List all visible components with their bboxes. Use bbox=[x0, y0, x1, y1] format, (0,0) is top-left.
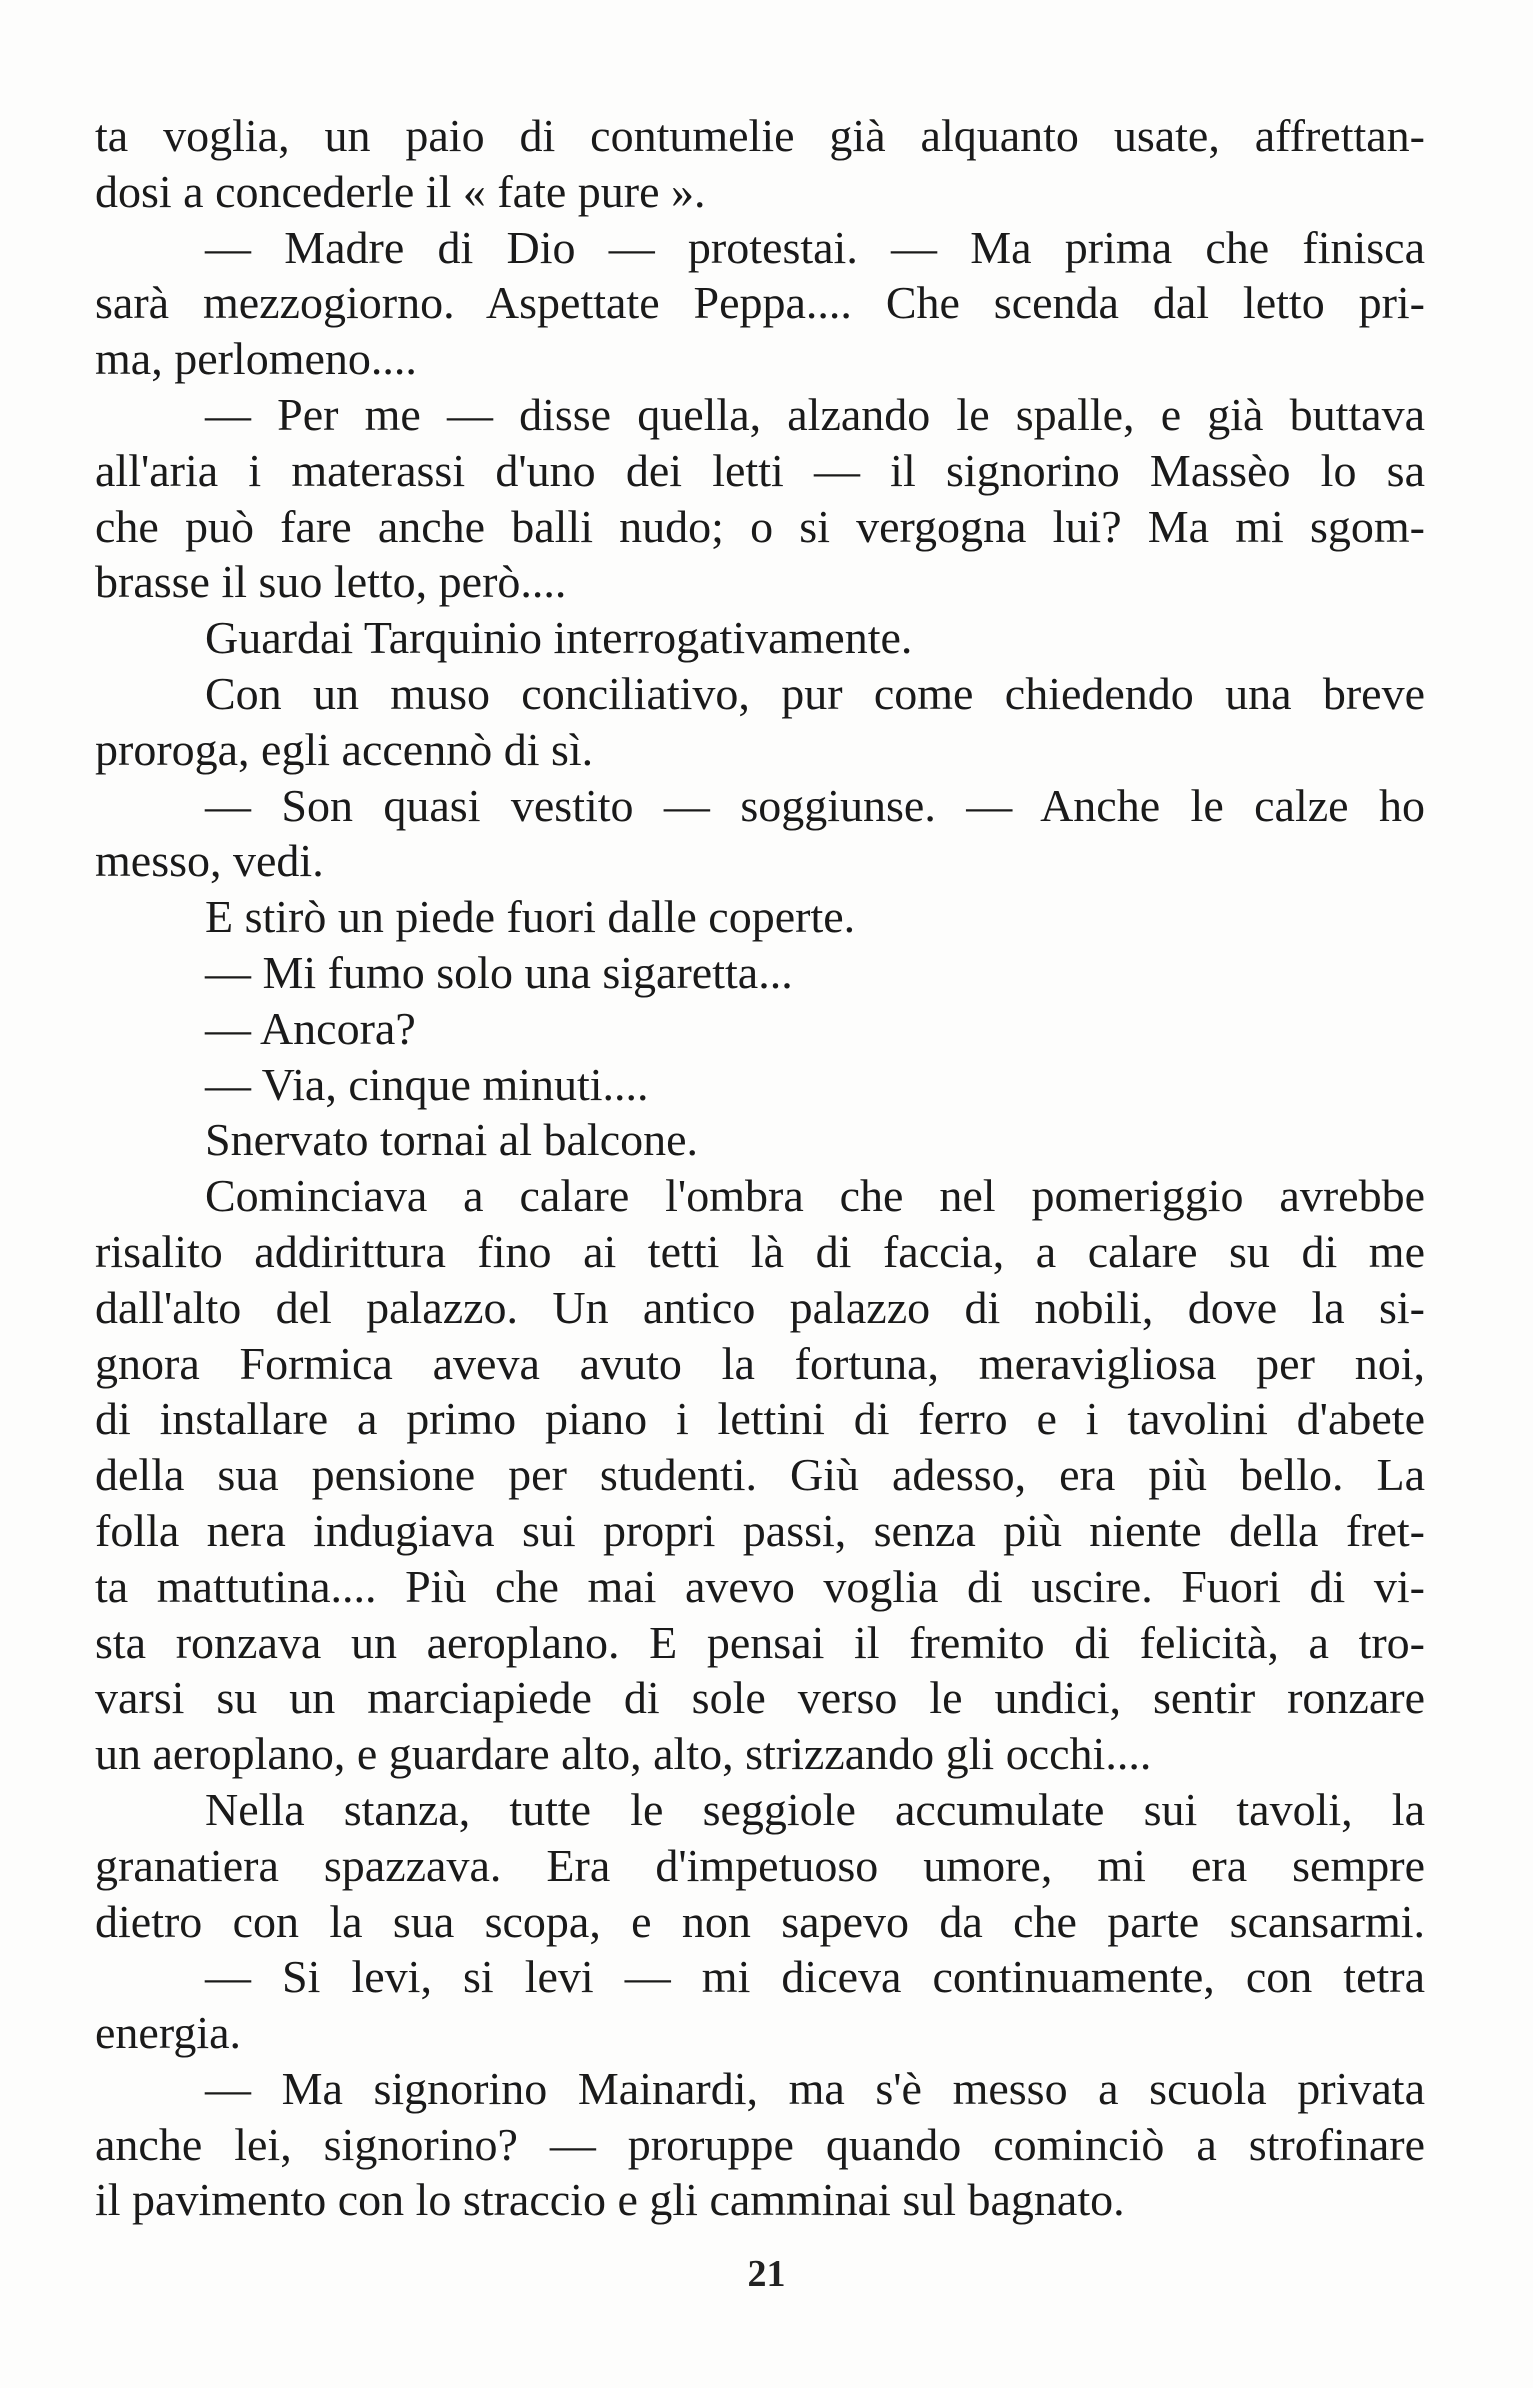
text-line: — Si levi, si levi — mi diceva continuamente, con tetra bbox=[205, 1951, 1425, 2003]
text-line: granatiera spazzava. Era d'impetuoso umore, mi era sempre bbox=[95, 1839, 1425, 1891]
text-line: sarà mezzogiorno. Aspettate Peppa.... Che scenda dal letto pri- bbox=[95, 277, 1425, 329]
text-line: il pavimento con lo straccio e gli camminai sul bagnato. bbox=[95, 2174, 1125, 2226]
text-line: — Ma signorino Mainardi, ma s'è messo a scuola privata bbox=[205, 2062, 1425, 2114]
text-line: — Mi fumo solo una sigaretta... bbox=[205, 946, 793, 998]
text-line: gnora Formica aveva avuto la fortuna, meravigliosa per noi, bbox=[95, 1337, 1425, 1389]
text-line: — Son quasi vestito — soggiunse. — Anche le calze ho bbox=[205, 779, 1425, 831]
text-line: energia. bbox=[95, 2007, 242, 2059]
text-line: — Madre di Dio — protestai. — Ma prima che finisca bbox=[205, 221, 1425, 273]
text-line: anche lei, signorino? — proruppe quando cominciò a strofinare bbox=[95, 2118, 1425, 2170]
text-line: dall'alto del palazzo. Un antico palazzo di nobili, dove la si- bbox=[95, 1281, 1425, 1333]
text-line: Cominciava a calare l'ombra che nel pomeriggio avrebbe bbox=[205, 1170, 1425, 1222]
text-line: all'aria i materassi d'uno dei letti — il signorino Massèo lo sa bbox=[95, 444, 1425, 496]
text-line: ma, perlomeno.... bbox=[95, 333, 417, 385]
text-line: — Ancora? bbox=[205, 1002, 416, 1054]
text-line: messo, vedi. bbox=[95, 835, 324, 887]
text-line: folla nera indugiava sui propri passi, senza più niente della fret- bbox=[95, 1504, 1425, 1556]
text-line: E stirò un piede fuori dalle coperte. bbox=[205, 891, 856, 943]
text-line: ta mattutina.... Più che mai avevo voglia di uscire. Fuori di vi- bbox=[95, 1560, 1425, 1612]
text-line: Nella stanza, tutte le seggiole accumulate sui tavoli, la bbox=[205, 1783, 1425, 1835]
text-line: sta ronzava un aeroplano. E pensai il fremito di felicità, a tro- bbox=[95, 1616, 1425, 1668]
body-text bbox=[95, 108, 1425, 2228]
text-line: dietro con la sua scopa, e non sapevo da che parte scansarmi. bbox=[95, 1895, 1425, 1947]
text-line: ta voglia, un paio di contumelie già alquanto usate, affrettan- bbox=[95, 110, 1425, 161]
text-line: brasse il suo letto, però.... bbox=[95, 556, 567, 608]
text-line: di installare a primo piano i lettini di ferro e i tavolini d'abete bbox=[95, 1393, 1425, 1445]
text-line: Snervato tornai al balcone. bbox=[205, 1114, 699, 1166]
page-number: 21 bbox=[747, 2253, 786, 2295]
text-line: che può fare anche balli nudo; o si vergogna lui? Ma mi sgom- bbox=[95, 500, 1425, 552]
text-line: risalito addirittura fino ai tetti là di faccia, a calare su di me bbox=[95, 1225, 1425, 1277]
text-line: — Per me — disse quella, alzando le spalle, e già buttava bbox=[205, 388, 1425, 440]
text-line: Guardai Tarquinio interrogativamente. bbox=[205, 612, 913, 664]
text-line: un aeroplano, e guardare alto, alto, strizzando gli occhi.... bbox=[95, 1728, 1152, 1780]
text-line: proroga, egli accennò di sì. bbox=[95, 723, 594, 775]
text-line: Con un muso conciliativo, pur come chiedendo una breve bbox=[205, 667, 1425, 719]
text-line: della sua pensione per studenti. Giù adesso, era più bello. La bbox=[95, 1449, 1425, 1501]
text-line: varsi su un marciapiede di sole verso le undici, sentir ronzare bbox=[95, 1672, 1425, 1724]
text-line: — Via, cinque minuti.... bbox=[205, 1058, 649, 1110]
text-line: dosi a concederle il « fate pure ». bbox=[95, 165, 706, 217]
